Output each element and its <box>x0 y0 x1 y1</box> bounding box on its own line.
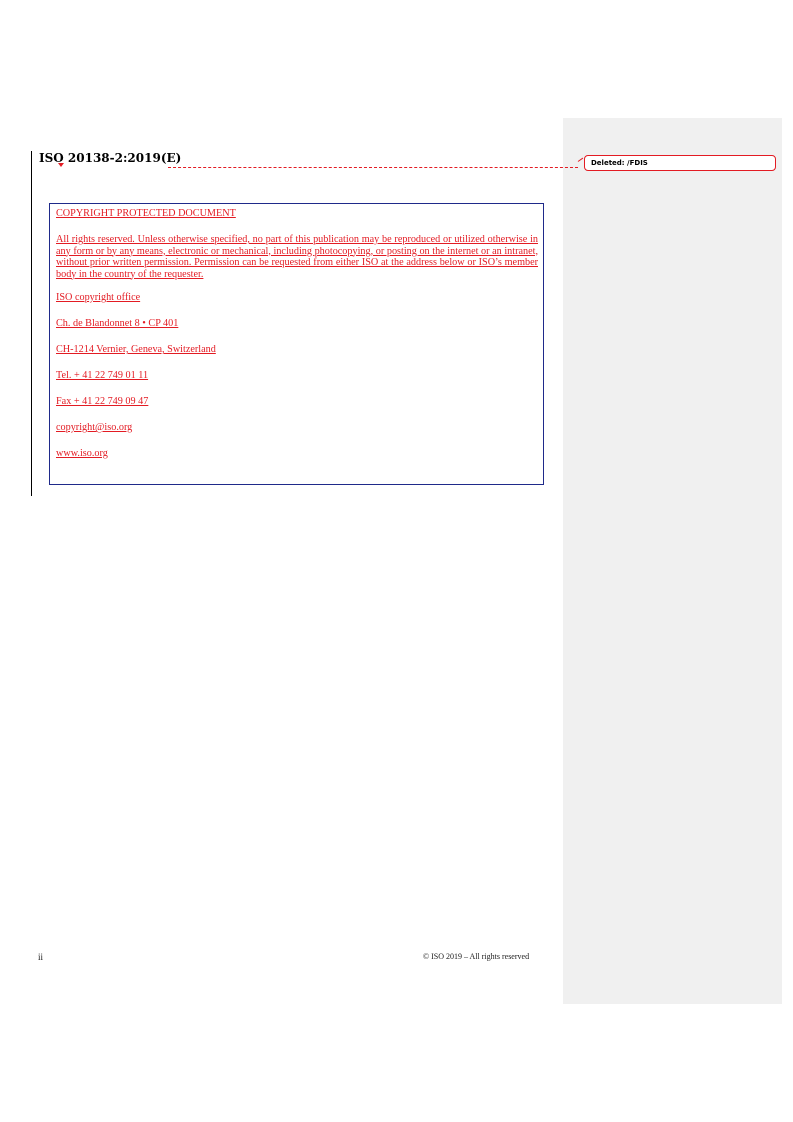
comment-leader-line <box>168 167 578 168</box>
copyright-title: COPYRIGHT PROTECTED DOCUMENT <box>56 208 236 219</box>
phone-number: Tel. + 41 22 749 01 11 <box>56 370 149 381</box>
revision-balloon[interactable]: Deleted: /FDIS <box>584 155 776 171</box>
address-street: Ch. de Blandonnet 8 • CP 401 <box>56 318 179 329</box>
copyright-box <box>49 203 544 485</box>
email-link[interactable]: copyright@iso.org <box>56 422 133 433</box>
copyright-office: ISO copyright office <box>56 292 141 303</box>
copyright-paragraph: All rights reserved. Unless otherwise specified, no part of this publication may be reproduced or utilized otherwise in any form or by any means, electronic or mechanical, including photocopying, or posting on the internet or an intranet, without prior written permission. Permission can be requested from either ISO at the address below or ISO’s member body in the country of the requester. <box>56 234 538 280</box>
website-link[interactable]: www.iso.org <box>56 448 108 459</box>
document-header: ISO 20138-2:2019(E) <box>39 151 182 165</box>
page-number: ii <box>38 952 44 962</box>
address-city: CH-1214 Vernier, Geneva, Switzerland <box>56 344 216 355</box>
deletion-marker-icon <box>58 163 64 167</box>
fax-number: Fax + 41 22 749 09 47 <box>56 396 149 407</box>
change-bar <box>31 151 32 496</box>
footer-copyright: © ISO 2019 – All rights reserved <box>423 952 530 961</box>
comment-pane <box>563 118 782 1004</box>
